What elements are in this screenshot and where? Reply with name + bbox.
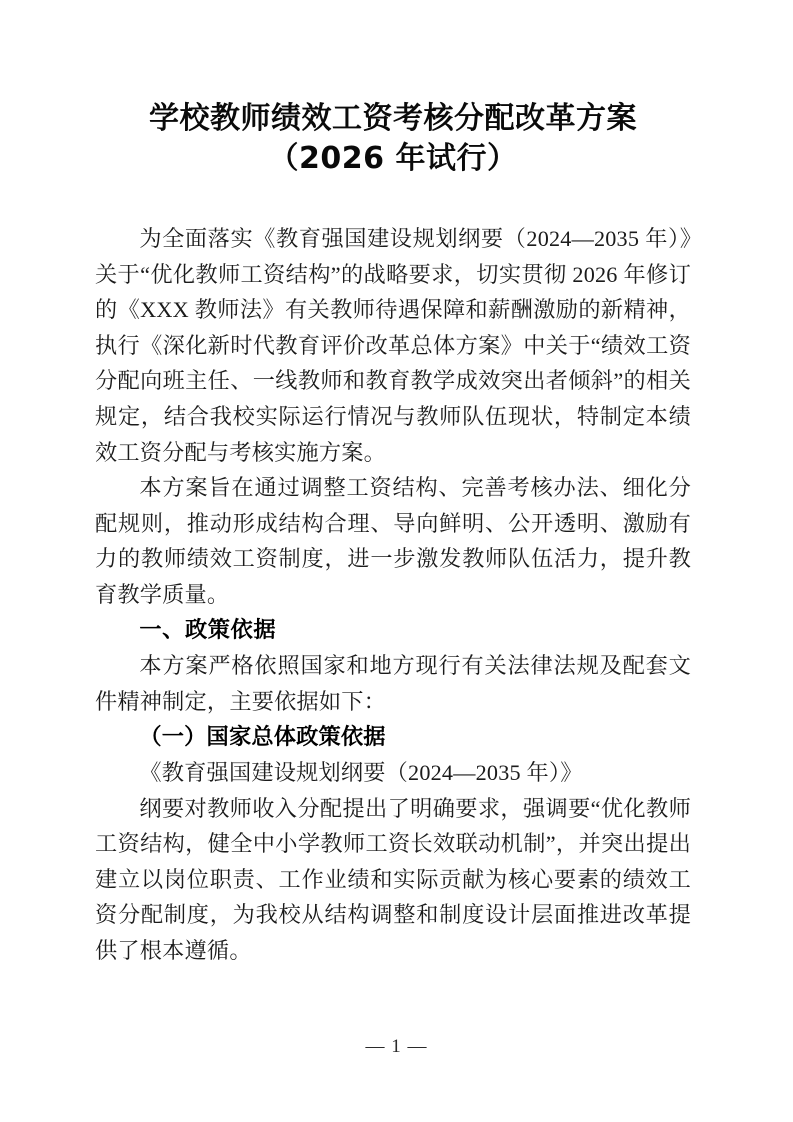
cited-document-title: 《教育强国建设规划纲要（2024—2035 年）》 bbox=[139, 759, 583, 785]
subsection-heading-national-policy-basis: （一）国家总体政策依据 bbox=[139, 724, 386, 750]
page-number-footer: — 1 — bbox=[365, 1036, 428, 1057]
paragraph-outline-requirements: 纲要对教师收入分配提出了明确要求，强调要“优化教师工资结构，健全中小学教师工资长效联动机制”，并突出提出建立以岗位职责、工作业绩和实际贡献为核心要素的绩效工资分配制度，为我校从结构调整和制度设计层面推进改革提供了根本遵循。 bbox=[95, 795, 691, 963]
paragraph-preamble-1: 为全面落实《教育强国建设规划纲要（2024—2035 年）》关于“优化教师工资结构”的战略要求，切实贯彻 2026 年修订的《XXX 教师法》有关教师待遇保障和薪酬激励的新精神，执行《深化新时代教育评价改革总体方案》中关于“绩效工资分配向班主任、一线教师和教育教学成效突出者倾斜”的相关规定，结合我校实际运行情况与教师队伍现状，特制定本绩效工资分配与考核实施方案。 bbox=[95, 226, 691, 465]
section-heading-policy-basis: 一、政策依据 bbox=[139, 616, 277, 643]
document-content-column bbox=[95, 0, 691, 968]
paragraph-preamble-2: 本方案旨在通过调整工资结构、完善考核办法、细化分配规则，推动形成结构合理、导向鲜明、公开透明、激励有力的教师绩效工资制度，进一步激发教师队伍活力，提升教育教学质量。 bbox=[95, 475, 691, 607]
paragraph-policy-basis-intro: 本方案严格依照国家和地方现行有关法律法规及配套文件精神制定，主要依据如下： bbox=[95, 653, 691, 714]
page-subtitle: （2026 年试行） bbox=[268, 141, 518, 176]
document-body bbox=[95, 221, 691, 968]
page-title: 学校教师绩效工资考核分配改革方案 bbox=[149, 101, 637, 136]
